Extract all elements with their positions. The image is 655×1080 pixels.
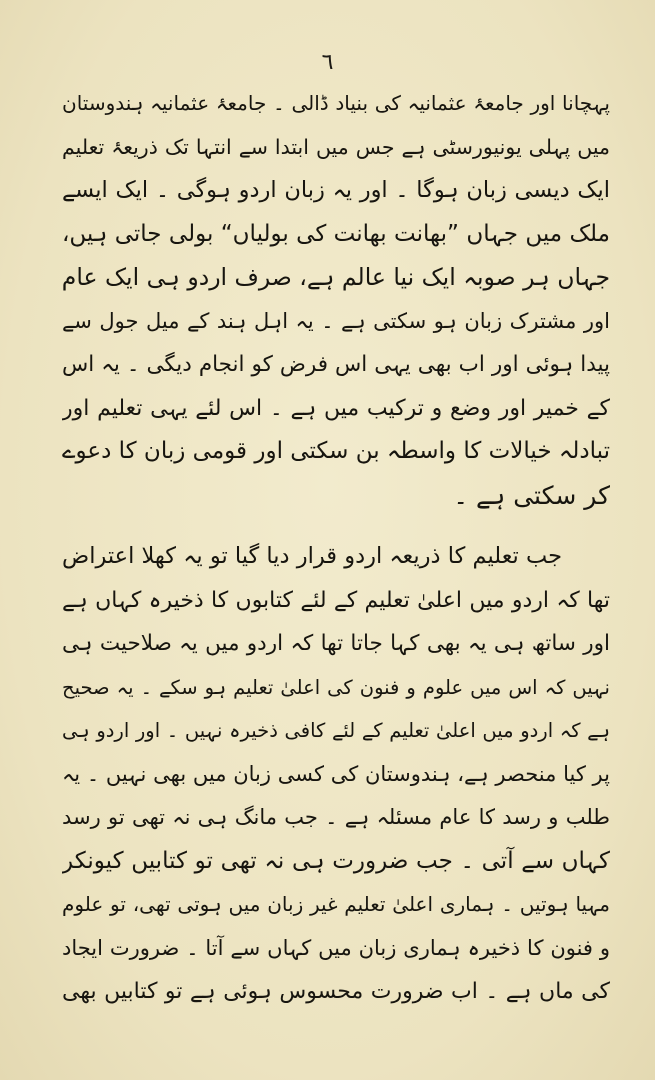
text-line: طلب و رسد کا عام مسئلہ ہے ۔ جب مانگ ہی نہ تھی تو رسد	[62, 805, 610, 829]
paragraph-1	[62, 82, 610, 517]
text-line: ہے کہ اردو میں اعلیٰ تعلیم کے لئے کافی ذخیرہ نہیں ۔ اور اردو ہی	[62, 719, 610, 742]
text-line: جب تعلیم کا ذریعہ اردو قرار دیا گیا تو یہ کھلا اعتراض	[62, 543, 562, 569]
text-line: میں پہلی یونیورسٹی ہے جس میں ابتدا سے انتہا تک ذریعۂ تعلیم	[62, 134, 610, 159]
body-text	[62, 82, 610, 1014]
text-line: جہاں ہر صوبہ ایک نیا عالم ہے، صرف اردو ہی ایک عام	[62, 263, 610, 291]
text-line: ایک دیسی زبان ہوگا ۔ اور یہ زبان اردو ہوگی ۔ ایک ایسے	[62, 177, 610, 203]
text-line: پہچانا اور جامعۂ عثمانیہ کی بنیاد ڈالی ۔ جامعۂ عثمانیہ ہندوستان	[62, 91, 610, 115]
text-line: اور مشترک زبان ہو سکتی ہے ۔ یہ اہل ہند کے میل جول سے	[62, 308, 610, 333]
text-line: نہیں کہ اس میں علوم و فنون کی اعلیٰ تعلیم ہو سکے ۔ یہ صحیح	[62, 675, 610, 699]
text-line: پیدا ہوئی اور اب بھی یہی اس فرض کو انجام دیگی ۔ یہ اس	[62, 352, 610, 377]
text-line: کر سکتی ہے ۔	[453, 480, 610, 510]
text-line: تھا کہ اردو میں اعلیٰ تعلیم کے لئے کتابوں کا ذخیرہ کہاں ہے	[62, 587, 610, 613]
text-line: کی ماں ہے ۔ اب ضرورت محسوس ہوئی ہے تو کتابیں بھی	[62, 979, 610, 1004]
page-number: ٦	[321, 50, 334, 75]
paragraph-2	[62, 535, 610, 1014]
text-line: کہاں سے آتی ۔ جب ضرورت ہی نہ تھی تو کتابیں کیونکر	[62, 847, 610, 874]
text-line: تبادلہ خیالات کا واسطہ بن سکتی اور قومی زبان کا دعوے	[62, 438, 610, 464]
text-line: کے خمیر اور وضع و ترکیب میں ہے ۔ اس لئے یہی تعلیم اور	[62, 395, 610, 421]
text-line: مہیا ہوتیں ۔ ہماری اعلیٰ تعلیم غیر زبان میں ہوتی تھی، تو علوم	[62, 892, 610, 916]
text-line: ملک میں جہاں ”بھانت بھانت کی بولیاں“ بولی جاتی ہیں،	[62, 220, 610, 247]
text-line: اور ساتھ ہی یہ بھی کہا جاتا تھا کہ اردو میں یہ صلاحیت ہی	[62, 631, 610, 656]
text-line: و فنون کا ذخیرہ ہماری زبان میں کہاں سے آتا ۔ ضرورت ایجاد	[62, 935, 610, 960]
text-line: پر کیا منحصر ہے، ہندوستان کی کسی زبان میں بھی نہیں ۔ یہ	[62, 761, 610, 786]
paragraph-gap	[62, 517, 610, 535]
